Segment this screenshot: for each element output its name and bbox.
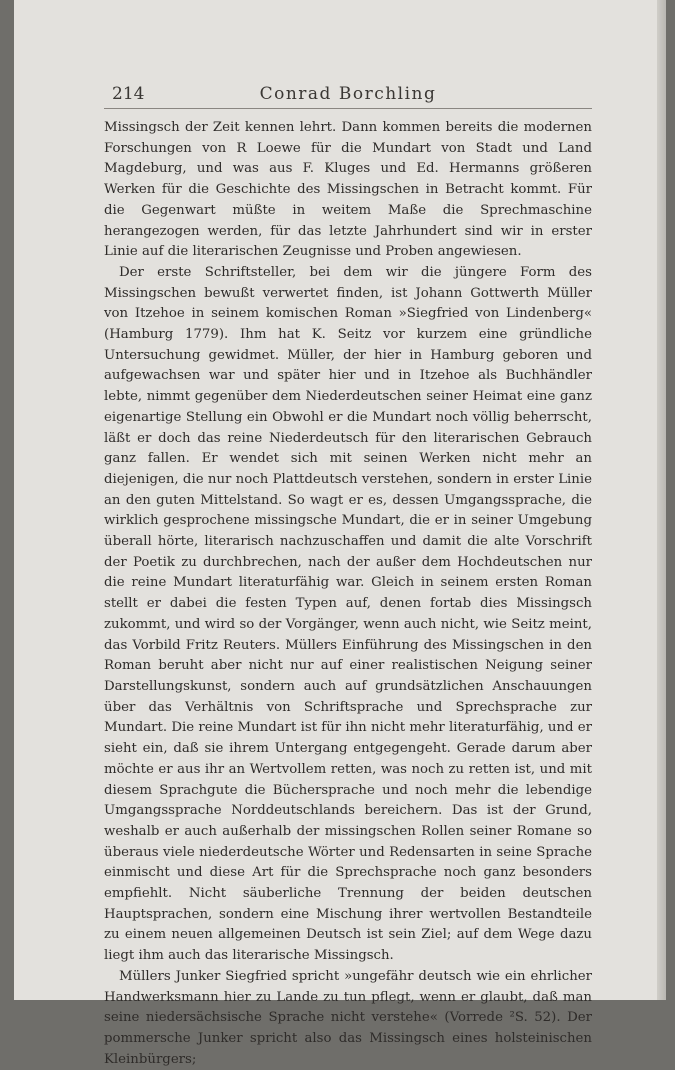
page-number: 214 [112,84,145,104]
paragraph: Missingsch der Zeit kennen lehrt. Dann kommen bereits die modernen Forschungen von R Loewe für die Mundart von Stadt und Land Magdeburg, und was aus F. Kluges und Ed. Hermanns größeren Werken für die Geschichte des Missingschen in Betracht kommt. Für die Gegenwart müßte in weitem Maße die Sprechmaschine herangezogen werden, für das letzte Jahrhundert sind wir in erster Linie auf die literarischen Zeugnisse und Proben angewiesen. [104,120,592,260]
paragraph: Müllers Junker Siegfried spricht »ungefähr deutsch wie ein ehrlicher Handwerksmann hier zu Lande zu tun pflegt, wenn er glaubt, daß man seine niedersächsische Sprache nicht verstehe« (Vorrede ²S. 52). Der pommersche Junker spricht also das Missingsch eines holsteinischen Kleinbürgers; [104,968,592,1067]
paragraph: Der erste Schriftsteller, bei dem wir die jüngere Form des Missingschen bewußt verwertet finden, ist Johann Gottwerth Müller von Itzehoe in seinem komischen Roman »Siegfried von Lindenberg« (Hamburg 1779). Ihm hat K. Seitz vor kurzem eine gründliche Untersuchung gewidmet. Müller, der hier in Hamburg geboren und aufgewachsen war und später hier und in Itzehoe als Buchhändler lebte, nimmt gegenüber dem Niederdeutschen seiner Heimat eine ganz eigenartige Stellung ein Obwohl er die Mundart noch völlig beherrscht, läßt er doch das reine Niederdeutsch für den literarischen Gebrauch ganz fallen. Er wendet sich mit seinen Werken nicht mehr an diejenigen, die nur noch Plattdeutsch verstehen, sondern in erster Linie an den guten Mittelstand. So wagt er es, dessen Umgangssprache, die wirklich gesprochene missingsche Mundart, die er in seiner Umgebung überall hörte, literarisch nachzuschaffen und damit die alte Vorschrift der Poetik zu durchbrechen, nach der außer dem Hochdeutschen nur die reine Mundart literaturfähig war. Gleich in seinem ersten Roman stellt er dabei die festen Typen auf, denen fortab dies Missingsch zukommt, und wird so der Vorgänger, wenn auch nicht, wie Seitz meint, das Vorbild Fritz Reuters. Müllers Einführung des Missingschen in den Roman beruht aber nicht nur auf einer realistischen Neigung seiner Darstellungskunst, sondern auch auf grundsätzlichen Anschauungen über das Verhältnis von Schriftsprache und Sprechsprache zur Mundart. Die reine Mundart ist für ihn nicht mehr literaturfähig, und er sieht ein, daß sie ihrem Untergang entgegengeht. Gerade darum aber möchte er aus ihr an Wertvollem retten, was noch zu retten ist, und mit diesem Sprachgute die Büchersprache und noch mehr die lebendige Umgangssprache Norddeutschlands bereichern. Das ist der Grund, weshalb er auch außerhalb der missingschen Rollen seiner Romane so überaus viele niederdeutsche Wörter und Redensarten in seine Sprache einmischt und diese Art für die Sprechsprache noch ganz besonders empfiehlt. Nicht säuberliche Trennung der beiden deutschen Hauptsprachen, sondern eine Mischung ihrer wertvollen Bestandteile zu einem neuen allgemeinen Deutsch ist sein Ziel; auf dem Wege dazu liegt ihm auch das literarische Missingsch. [104,264,592,964]
header-rule [104,108,592,109]
page-header [104,84,592,106]
body-text [104,118,592,1070]
page-edge-shadow [657,0,666,1000]
running-title: Conrad Borchling [259,84,437,104]
